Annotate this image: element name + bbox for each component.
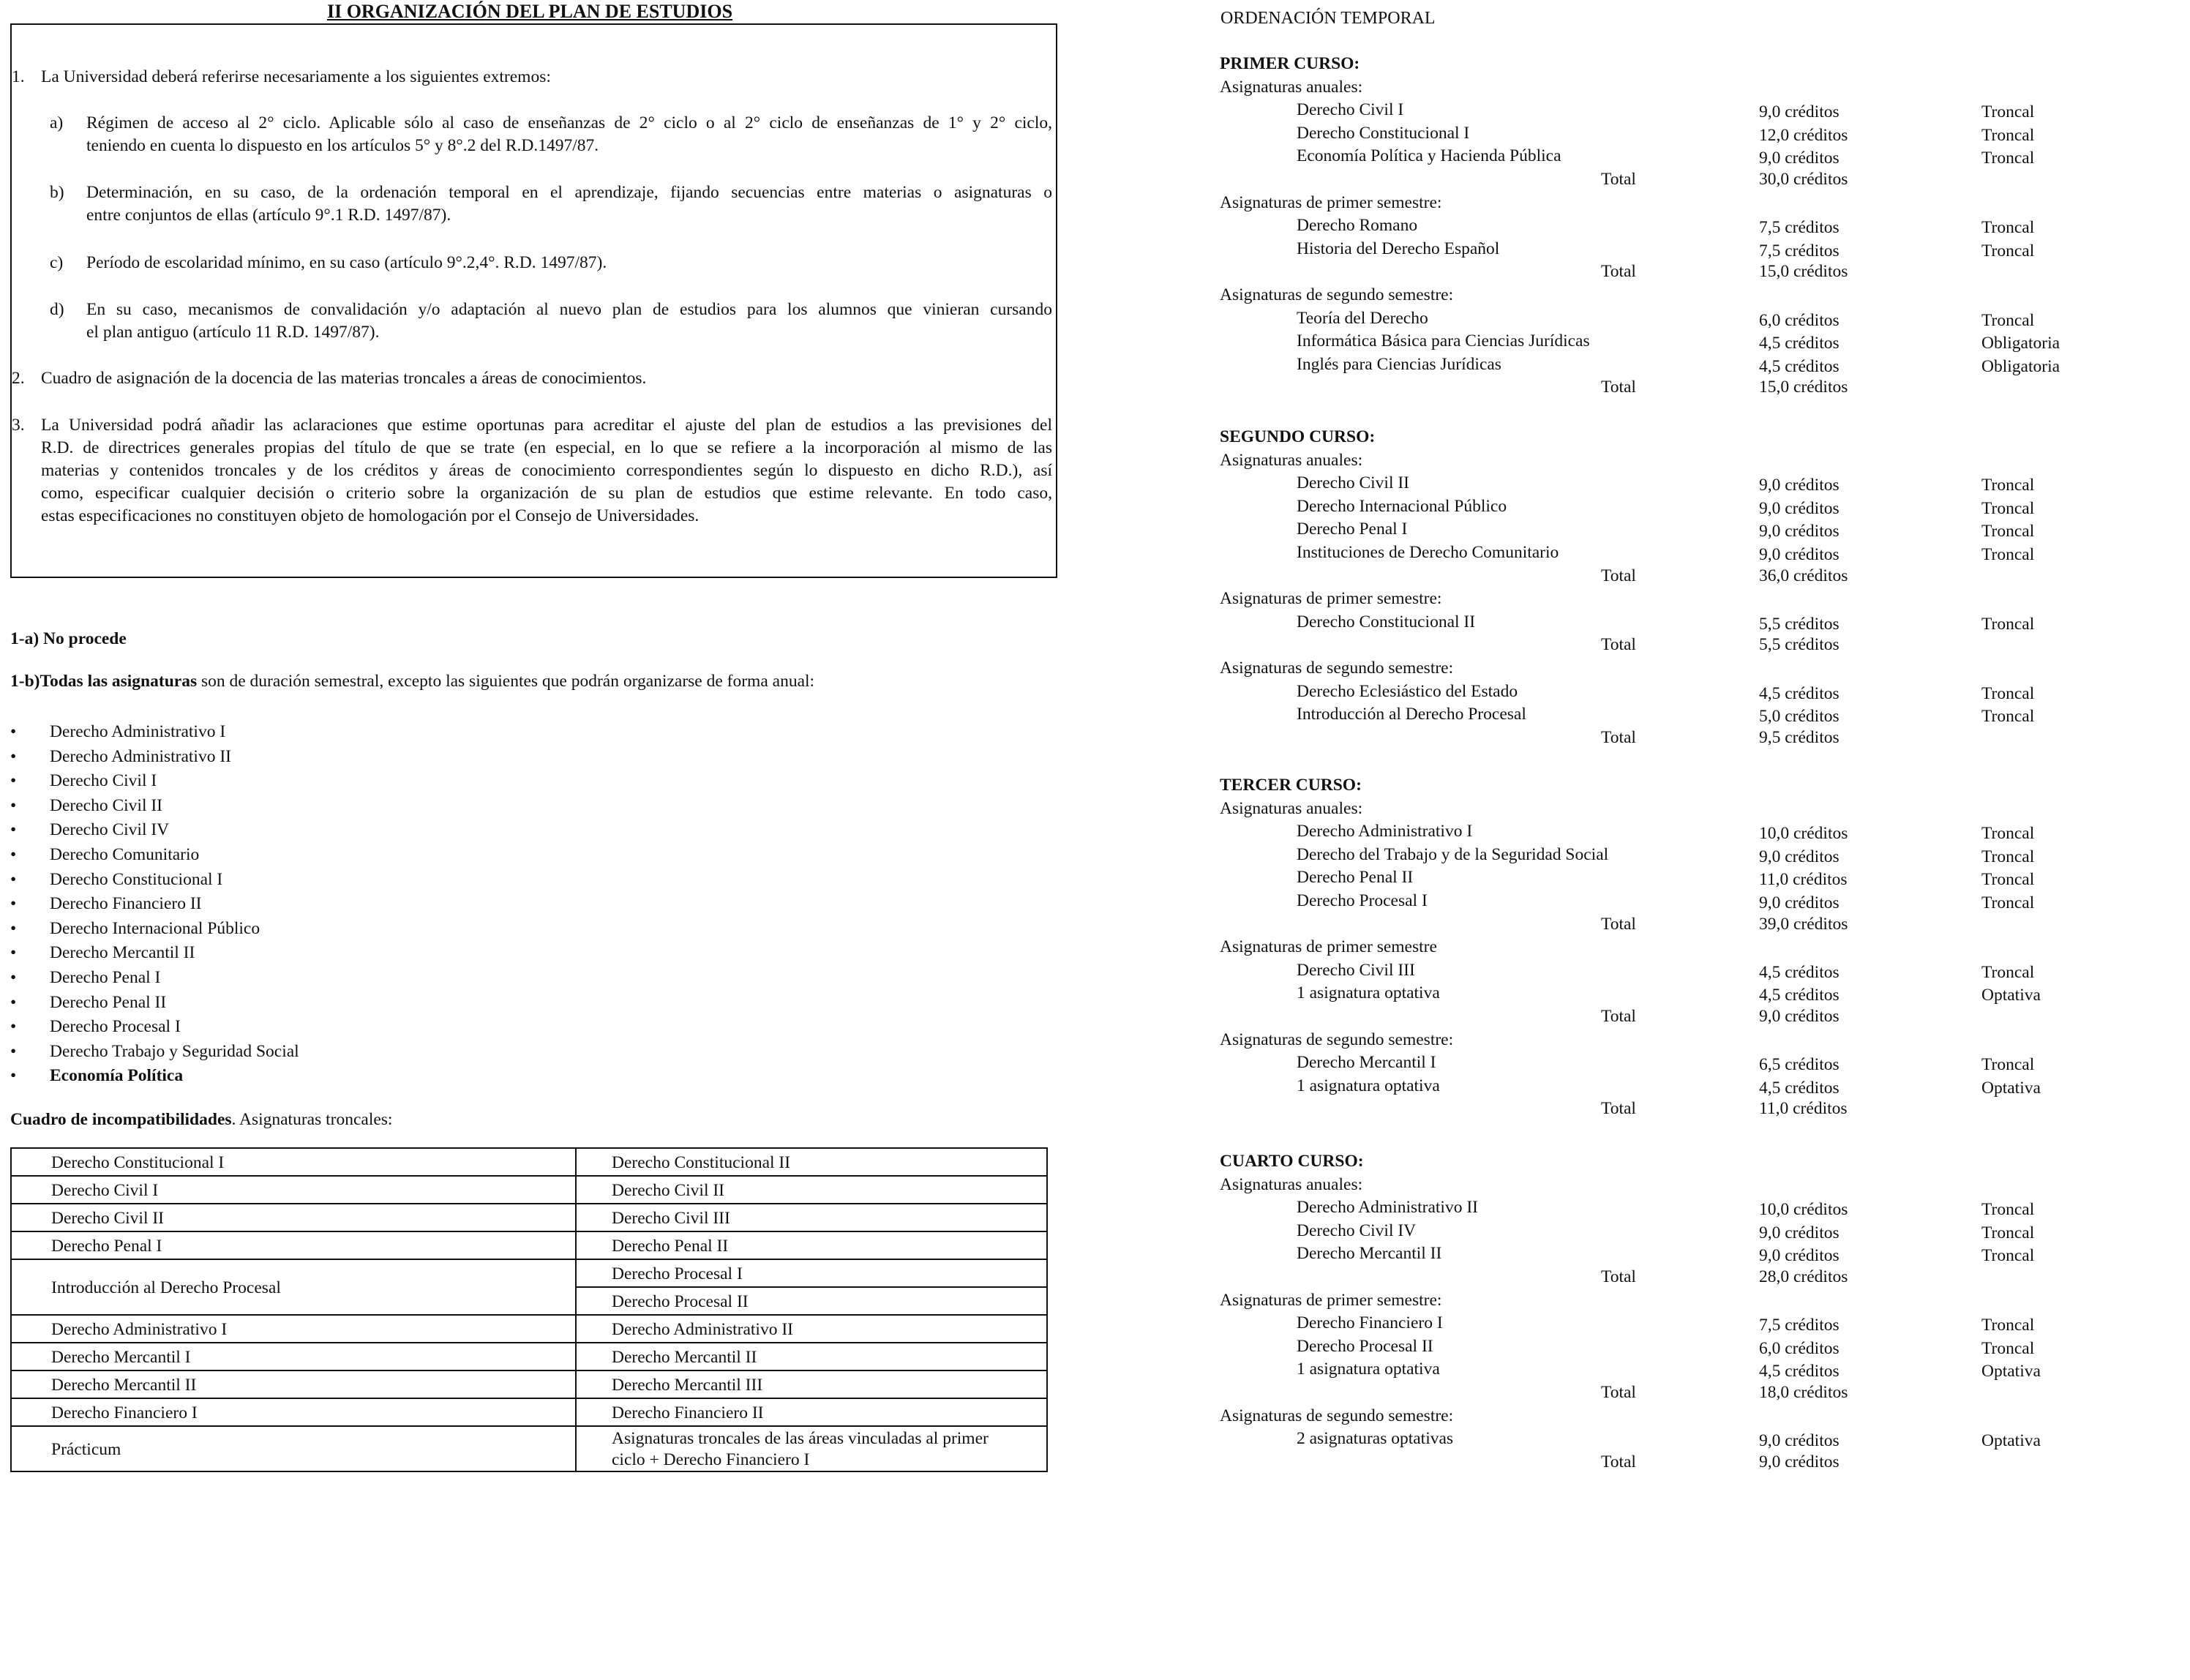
item-3-line-1: La Universidad podrá añadir las aclaraciones que estime oportunas para acreditar el ajuste del plan de estudios a las previsiones del bbox=[41, 416, 1052, 435]
list-item-label: Derecho Administrativo II bbox=[50, 746, 231, 766]
subject-name: Derecho Constitucional I bbox=[1297, 123, 1470, 143]
table-cell: Derecho Procesal I bbox=[576, 1259, 1047, 1287]
subject-credits: 9,0 créditos bbox=[1759, 1431, 1840, 1451]
subject-type: Troncal bbox=[1981, 1200, 2035, 1220]
item-b-line-1: Determinación, en su caso, de la ordenación temporal en el aprendizaje, fijando secuencias entre materias o asignaturas o bbox=[86, 183, 1052, 202]
table-cell: Derecho Civil III bbox=[576, 1204, 1047, 1231]
item-a-line-1: Régimen de acceso al 2° ciclo. Aplicable sólo al caso de enseñanzas de 2° ciclo o al 2° ciclo de enseñanzas de 1° y 2° ciclo, bbox=[86, 113, 1052, 132]
subject-name: Derecho Procesal II bbox=[1297, 1336, 1433, 1356]
subject-type: Troncal bbox=[1981, 241, 2035, 260]
total-credits: 11,0 créditos bbox=[1759, 1099, 1848, 1119]
subject-credits: 4,5 créditos bbox=[1759, 356, 1840, 376]
subject-credits: 6,0 créditos bbox=[1759, 1338, 1840, 1358]
subject-name: Instituciones de Derecho Comunitario bbox=[1297, 543, 1559, 562]
table-cell: Derecho Mercantil II bbox=[576, 1343, 1047, 1370]
item-1-text: La Universidad deberá referirse necesariamente a los siguientes extremos: bbox=[41, 67, 551, 86]
bullet-icon: • bbox=[10, 820, 17, 840]
subject-type: Troncal bbox=[1981, 476, 2035, 495]
subject-credits: 4,5 créditos bbox=[1759, 1362, 1840, 1381]
bullet-icon: • bbox=[10, 1017, 17, 1037]
list-item-label: Derecho Civil IV bbox=[50, 820, 170, 840]
subject-credits: 10,0 créditos bbox=[1759, 1200, 1848, 1220]
group-label: Asignaturas de primer semestre: bbox=[1220, 589, 1442, 609]
note-1b bbox=[10, 670, 814, 693]
table-cell: Derecho Civil I bbox=[11, 1176, 576, 1204]
list-item-label: Derecho Trabajo y Seguridad Social bbox=[50, 1041, 299, 1061]
subject-name: Derecho Administrativo I bbox=[1297, 822, 1473, 841]
item-c-line-1: Período de escolaridad mínimo, en su caso (artículo 9°.2,4°. R.D. 1497/87). bbox=[86, 253, 607, 272]
subject-type: Troncal bbox=[1981, 707, 2035, 727]
bullet-icon: • bbox=[10, 869, 17, 889]
total-credits: 28,0 créditos bbox=[1759, 1267, 1848, 1286]
subject-credits: 5,0 créditos bbox=[1759, 707, 1840, 727]
subject-credits: 9,0 créditos bbox=[1759, 1246, 1840, 1266]
subject-credits: 7,5 créditos bbox=[1759, 218, 1840, 238]
subject-type: Troncal bbox=[1981, 1223, 2035, 1242]
total-label: Total bbox=[1601, 262, 1636, 282]
subject-type: Troncal bbox=[1981, 1246, 2035, 1266]
list-item-label: Economía Política bbox=[50, 1066, 184, 1086]
total-label: Total bbox=[1601, 378, 1636, 397]
subject-name: Derecho Constitucional II bbox=[1297, 612, 1476, 631]
table-cell: Derecho Mercantil II bbox=[11, 1370, 576, 1398]
incompat-heading bbox=[10, 1109, 392, 1131]
subject-name: Derecho Civil I bbox=[1297, 100, 1404, 120]
total-credits: 30,0 créditos bbox=[1759, 170, 1848, 189]
bullet-icon: • bbox=[10, 992, 17, 1012]
item-3-line-3: materias y contenidos troncales y de los créditos y áreas de conocimiento correspondientes según lo dispuesto en dicho R.D.), así bbox=[41, 461, 1052, 480]
table-row bbox=[11, 1343, 1047, 1370]
list-item-label: Derecho Penal II bbox=[50, 992, 167, 1012]
subject-type: Troncal bbox=[1981, 893, 2035, 912]
subject-credits: 9,0 créditos bbox=[1759, 149, 1840, 168]
table-row bbox=[11, 1426, 1047, 1471]
subject-name: Derecho Civil IV bbox=[1297, 1220, 1417, 1240]
course-title: CUARTO CURSO: bbox=[1220, 1152, 1364, 1171]
bullet-icon: • bbox=[10, 771, 17, 791]
group-label: Asignaturas anuales: bbox=[1220, 798, 1363, 818]
item-d-line-2: el plan antiguo (artículo 11 R.D. 1497/87). bbox=[86, 323, 380, 342]
bullet-icon: • bbox=[10, 795, 17, 815]
item-3-line-4: como, especificar cualquier decisión o criterio sobre la organización de su plan de estudios que estime relevante. En todo caso, bbox=[41, 484, 1052, 503]
subject-credits: 4,5 créditos bbox=[1759, 683, 1840, 703]
subject-type: Troncal bbox=[1981, 870, 2035, 890]
course-title: PRIMER CURSO: bbox=[1220, 54, 1360, 73]
total-credits: 36,0 créditos bbox=[1759, 566, 1848, 585]
subject-credits: 7,5 créditos bbox=[1759, 241, 1840, 260]
subject-type: Troncal bbox=[1981, 102, 2035, 122]
total-credits: 15,0 créditos bbox=[1759, 378, 1848, 397]
subject-type: Troncal bbox=[1981, 498, 2035, 518]
table-cell: Derecho Constitucional II bbox=[576, 1148, 1047, 1176]
subject-credits: 9,0 créditos bbox=[1759, 545, 1840, 564]
incompat-heading-lead: Cuadro de incompatibilidades bbox=[10, 1110, 232, 1129]
table-cell: Derecho Administrativo I bbox=[11, 1315, 576, 1343]
subject-name: Derecho Penal II bbox=[1297, 868, 1414, 888]
note-1a: 1-a) No procede bbox=[10, 629, 127, 648]
subject-name: Derecho Administrativo II bbox=[1297, 1198, 1478, 1218]
table-cell: Derecho Procesal II bbox=[576, 1287, 1047, 1315]
list-item-label: Derecho Administrativo I bbox=[50, 722, 226, 741]
table-cell: Derecho Civil II bbox=[576, 1176, 1047, 1204]
subject-name: Economía Política y Hacienda Pública bbox=[1297, 146, 1561, 166]
list-item-label: Derecho Civil I bbox=[50, 771, 157, 791]
total-label: Total bbox=[1601, 1383, 1636, 1402]
list-item-label: Derecho Civil II bbox=[50, 795, 163, 815]
item-a-label: a) bbox=[50, 113, 64, 132]
item-3-line-2: R.D. de directrices generales propias del título de que se trate (en especial, en lo que se refiere a la incorporación al mismo de las bbox=[41, 438, 1052, 457]
list-item-label: Derecho Internacional Público bbox=[50, 918, 260, 938]
subject-name: Derecho Penal I bbox=[1297, 520, 1408, 539]
subject-credits: 4,5 créditos bbox=[1759, 1078, 1840, 1098]
note-1b-lead: 1-b)Todas las asignaturas bbox=[10, 672, 198, 691]
subject-name: Informática Básica para Ciencias Jurídicas bbox=[1297, 331, 1590, 351]
total-label: Total bbox=[1601, 635, 1636, 655]
table-row bbox=[11, 1398, 1047, 1426]
table-cell: Derecho Civil II bbox=[11, 1204, 576, 1231]
group-label: Asignaturas anuales: bbox=[1220, 450, 1363, 470]
table-cell: Derecho Penal I bbox=[11, 1231, 576, 1259]
subject-type: Troncal bbox=[1981, 614, 2035, 634]
subject-type: Troncal bbox=[1981, 522, 2035, 541]
item-a-line-2: teniendo en cuenta lo dispuesto en los artículos 5° y 8°.2 del R.D.1497/87. bbox=[86, 136, 599, 155]
subject-credits: 9,0 créditos bbox=[1759, 522, 1840, 541]
bullet-icon: • bbox=[10, 894, 17, 914]
subject-credits: 11,0 créditos bbox=[1759, 870, 1848, 890]
group-label: Asignaturas anuales: bbox=[1220, 1174, 1363, 1194]
total-label: Total bbox=[1601, 727, 1636, 747]
total-credits: 39,0 créditos bbox=[1759, 914, 1848, 934]
list-item-label: Derecho Constitucional I bbox=[50, 869, 223, 889]
total-label: Total bbox=[1601, 170, 1636, 189]
total-label: Total bbox=[1601, 1099, 1636, 1119]
subject-type: Troncal bbox=[1981, 1055, 2035, 1075]
group-label: Asignaturas de segundo semestre: bbox=[1220, 659, 1454, 678]
bullet-icon: • bbox=[10, 1066, 17, 1086]
subject-type: Troncal bbox=[1981, 847, 2035, 866]
subject-type: Optativa bbox=[1981, 1431, 2041, 1451]
total-credits: 5,5 créditos bbox=[1759, 635, 1840, 655]
bullet-icon: • bbox=[10, 722, 17, 741]
total-label: Total bbox=[1601, 1452, 1636, 1471]
incompatibility-table bbox=[10, 1147, 1048, 1472]
subject-type: Troncal bbox=[1981, 1316, 2035, 1335]
subject-name: Derecho Mercantil I bbox=[1297, 1053, 1436, 1073]
table-cell: Derecho Administrativo II bbox=[576, 1315, 1047, 1343]
item-1-number: 1. bbox=[12, 67, 25, 86]
subject-name: Derecho Civil II bbox=[1297, 473, 1410, 493]
subject-credits: 9,0 créditos bbox=[1759, 1223, 1840, 1242]
subject-type: Optativa bbox=[1981, 1078, 2041, 1098]
table-row bbox=[11, 1370, 1047, 1398]
subject-type: Optativa bbox=[1981, 986, 2041, 1005]
table-cell-line: Asignaturas troncales de las áreas vinculadas al primer bbox=[612, 1429, 989, 1448]
group-label: Asignaturas de primer semestre: bbox=[1220, 1290, 1442, 1310]
table-cell: Derecho Financiero I bbox=[11, 1398, 576, 1426]
subject-name: 2 asignaturas optativas bbox=[1297, 1429, 1454, 1449]
subject-type: Optativa bbox=[1981, 1362, 2041, 1381]
total-credits: 9,0 créditos bbox=[1759, 1452, 1840, 1471]
subject-credits: 4,5 créditos bbox=[1759, 986, 1840, 1005]
total-credits: 15,0 créditos bbox=[1759, 262, 1848, 282]
table-cell: Derecho Mercantil I bbox=[11, 1343, 576, 1370]
group-label: Asignaturas de primer semestre bbox=[1220, 937, 1437, 957]
total-credits: 9,0 créditos bbox=[1759, 1007, 1840, 1026]
subject-name: 1 asignatura optativa bbox=[1297, 1360, 1440, 1379]
list-item-label: Derecho Penal I bbox=[50, 968, 161, 987]
bullet-icon: • bbox=[10, 968, 17, 987]
subject-name: Derecho Internacional Público bbox=[1297, 496, 1507, 516]
note-1b-text: son de duración semestral, excepto las siguientes que podrán organizarse de forma anual: bbox=[197, 672, 815, 691]
table-row bbox=[11, 1315, 1047, 1343]
subject-credits: 6,5 créditos bbox=[1759, 1055, 1840, 1075]
subject-credits: 7,5 créditos bbox=[1759, 1316, 1840, 1335]
list-item-label: Derecho Comunitario bbox=[50, 845, 200, 864]
instructions-box bbox=[10, 23, 1057, 578]
subject-type: Troncal bbox=[1981, 125, 2035, 145]
ordenacion-title: ORDENACIÓN TEMPORAL bbox=[1220, 9, 1436, 28]
table-cell: Derecho Constitucional I bbox=[11, 1148, 576, 1176]
subject-name: Derecho Procesal I bbox=[1297, 891, 1428, 910]
subject-name: Derecho Eclesiástico del Estado bbox=[1297, 681, 1518, 701]
item-3-line-5: estas especificaciones no constituyen objeto de homologación por el Consejo de Universidades. bbox=[41, 506, 700, 525]
subject-name: 1 asignatura optativa bbox=[1297, 983, 1440, 1003]
list-item-label: Derecho Procesal I bbox=[50, 1017, 181, 1037]
subject-credits: 9,0 créditos bbox=[1759, 893, 1840, 912]
subject-type: Troncal bbox=[1981, 962, 2035, 982]
table-cell: Derecho Financiero II bbox=[576, 1398, 1047, 1426]
table-cell-line: ciclo + Derecho Financiero I bbox=[612, 1450, 810, 1469]
group-label: Asignaturas de segundo semestre: bbox=[1220, 1030, 1454, 1049]
course-title: SEGUNDO CURSO: bbox=[1220, 427, 1376, 446]
total-credits: 18,0 créditos bbox=[1759, 1383, 1848, 1402]
table-row bbox=[11, 1148, 1047, 1176]
item-c-label: c) bbox=[50, 253, 64, 272]
total-credits: 9,5 créditos bbox=[1759, 727, 1840, 747]
subject-credits: 5,5 créditos bbox=[1759, 614, 1840, 634]
item-d-line-1: En su caso, mecanismos de convalidación y/o adaptación al nuevo plan de estudios para los alumnos que vinieran cursando bbox=[86, 300, 1052, 319]
bullet-icon: • bbox=[10, 943, 17, 963]
subject-type: Obligatoria bbox=[1981, 334, 2060, 353]
group-label: Asignaturas de segundo semestre: bbox=[1220, 1406, 1454, 1425]
total-label: Total bbox=[1601, 914, 1636, 934]
subject-type: Troncal bbox=[1981, 683, 2035, 703]
section-title: II ORGANIZACIÓN DEL PLAN DE ESTUDIOS bbox=[326, 1, 733, 22]
subject-credits: 9,0 créditos bbox=[1759, 476, 1840, 495]
item-b-line-2: entre conjuntos de ellas (artículo 9°.1 R.D. 1497/87). bbox=[86, 206, 451, 225]
subject-name: Derecho del Trabajo y de la Seguridad Social bbox=[1297, 844, 1609, 864]
subject-type: Troncal bbox=[1981, 149, 2035, 168]
subject-name: Derecho Financiero I bbox=[1297, 1313, 1443, 1333]
table-cell: Derecho Penal II bbox=[576, 1231, 1047, 1259]
subject-name: Derecho Civil III bbox=[1297, 960, 1415, 980]
table-cell bbox=[576, 1426, 1047, 1471]
group-label: Asignaturas de primer semestre: bbox=[1220, 192, 1442, 212]
item-3-number: 3. bbox=[12, 416, 25, 435]
subject-credits: 12,0 créditos bbox=[1759, 125, 1848, 145]
item-2-number: 2. bbox=[12, 369, 25, 388]
subject-name: Derecho Romano bbox=[1297, 216, 1418, 236]
group-label: Asignaturas de segundo semestre: bbox=[1220, 285, 1454, 304]
subject-type: Troncal bbox=[1981, 545, 2035, 564]
subject-type: Obligatoria bbox=[1981, 356, 2060, 376]
bullet-icon: • bbox=[10, 918, 17, 938]
course-title: TERCER CURSO: bbox=[1220, 776, 1362, 795]
total-label: Total bbox=[1601, 566, 1636, 585]
bullet-icon: • bbox=[10, 845, 17, 864]
subject-credits: 10,0 créditos bbox=[1759, 824, 1848, 844]
table-cell: Prácticum bbox=[11, 1426, 576, 1471]
table-row bbox=[11, 1231, 1047, 1259]
table-row bbox=[11, 1204, 1047, 1231]
subject-credits: 9,0 créditos bbox=[1759, 102, 1840, 122]
bullet-icon: • bbox=[10, 1041, 17, 1061]
subject-name: Teoría del Derecho bbox=[1297, 308, 1428, 328]
subject-name: Derecho Mercantil II bbox=[1297, 1244, 1442, 1264]
item-2-text: Cuadro de asignación de la docencia de las materias troncales a áreas de conocimientos. bbox=[41, 369, 647, 388]
subject-name: Inglés para Ciencias Jurídicas bbox=[1297, 354, 1501, 374]
bullet-icon: • bbox=[10, 746, 17, 766]
list-item-label: Derecho Mercantil II bbox=[50, 943, 195, 963]
subject-credits: 9,0 créditos bbox=[1759, 847, 1840, 866]
subject-type: Troncal bbox=[1981, 218, 2035, 238]
subject-credits: 6,0 créditos bbox=[1759, 310, 1840, 330]
table-cell: Derecho Mercantil III bbox=[576, 1370, 1047, 1398]
subject-name: 1 asignatura optativa bbox=[1297, 1076, 1440, 1095]
table-row bbox=[11, 1176, 1047, 1204]
subject-name: Introducción al Derecho Procesal bbox=[1297, 705, 1526, 724]
incompat-heading-text: . Asignaturas troncales: bbox=[231, 1110, 393, 1129]
subject-credits: 4,5 créditos bbox=[1759, 962, 1840, 982]
table-cell: Introducción al Derecho Procesal bbox=[11, 1259, 576, 1315]
total-label: Total bbox=[1601, 1267, 1636, 1286]
group-label: Asignaturas anuales: bbox=[1220, 77, 1363, 97]
item-b-label: b) bbox=[50, 183, 64, 202]
total-label: Total bbox=[1601, 1007, 1636, 1026]
subject-name: Historia del Derecho Español bbox=[1297, 239, 1500, 258]
subject-credits: 9,0 créditos bbox=[1759, 498, 1840, 518]
subject-type: Troncal bbox=[1981, 824, 2035, 844]
subject-type: Troncal bbox=[1981, 1338, 2035, 1358]
subject-type: Troncal bbox=[1981, 310, 2035, 330]
item-d-label: d) bbox=[50, 300, 64, 319]
list-item-label: Derecho Financiero II bbox=[50, 894, 202, 914]
table-row bbox=[11, 1259, 1047, 1287]
subject-credits: 4,5 créditos bbox=[1759, 334, 1840, 353]
